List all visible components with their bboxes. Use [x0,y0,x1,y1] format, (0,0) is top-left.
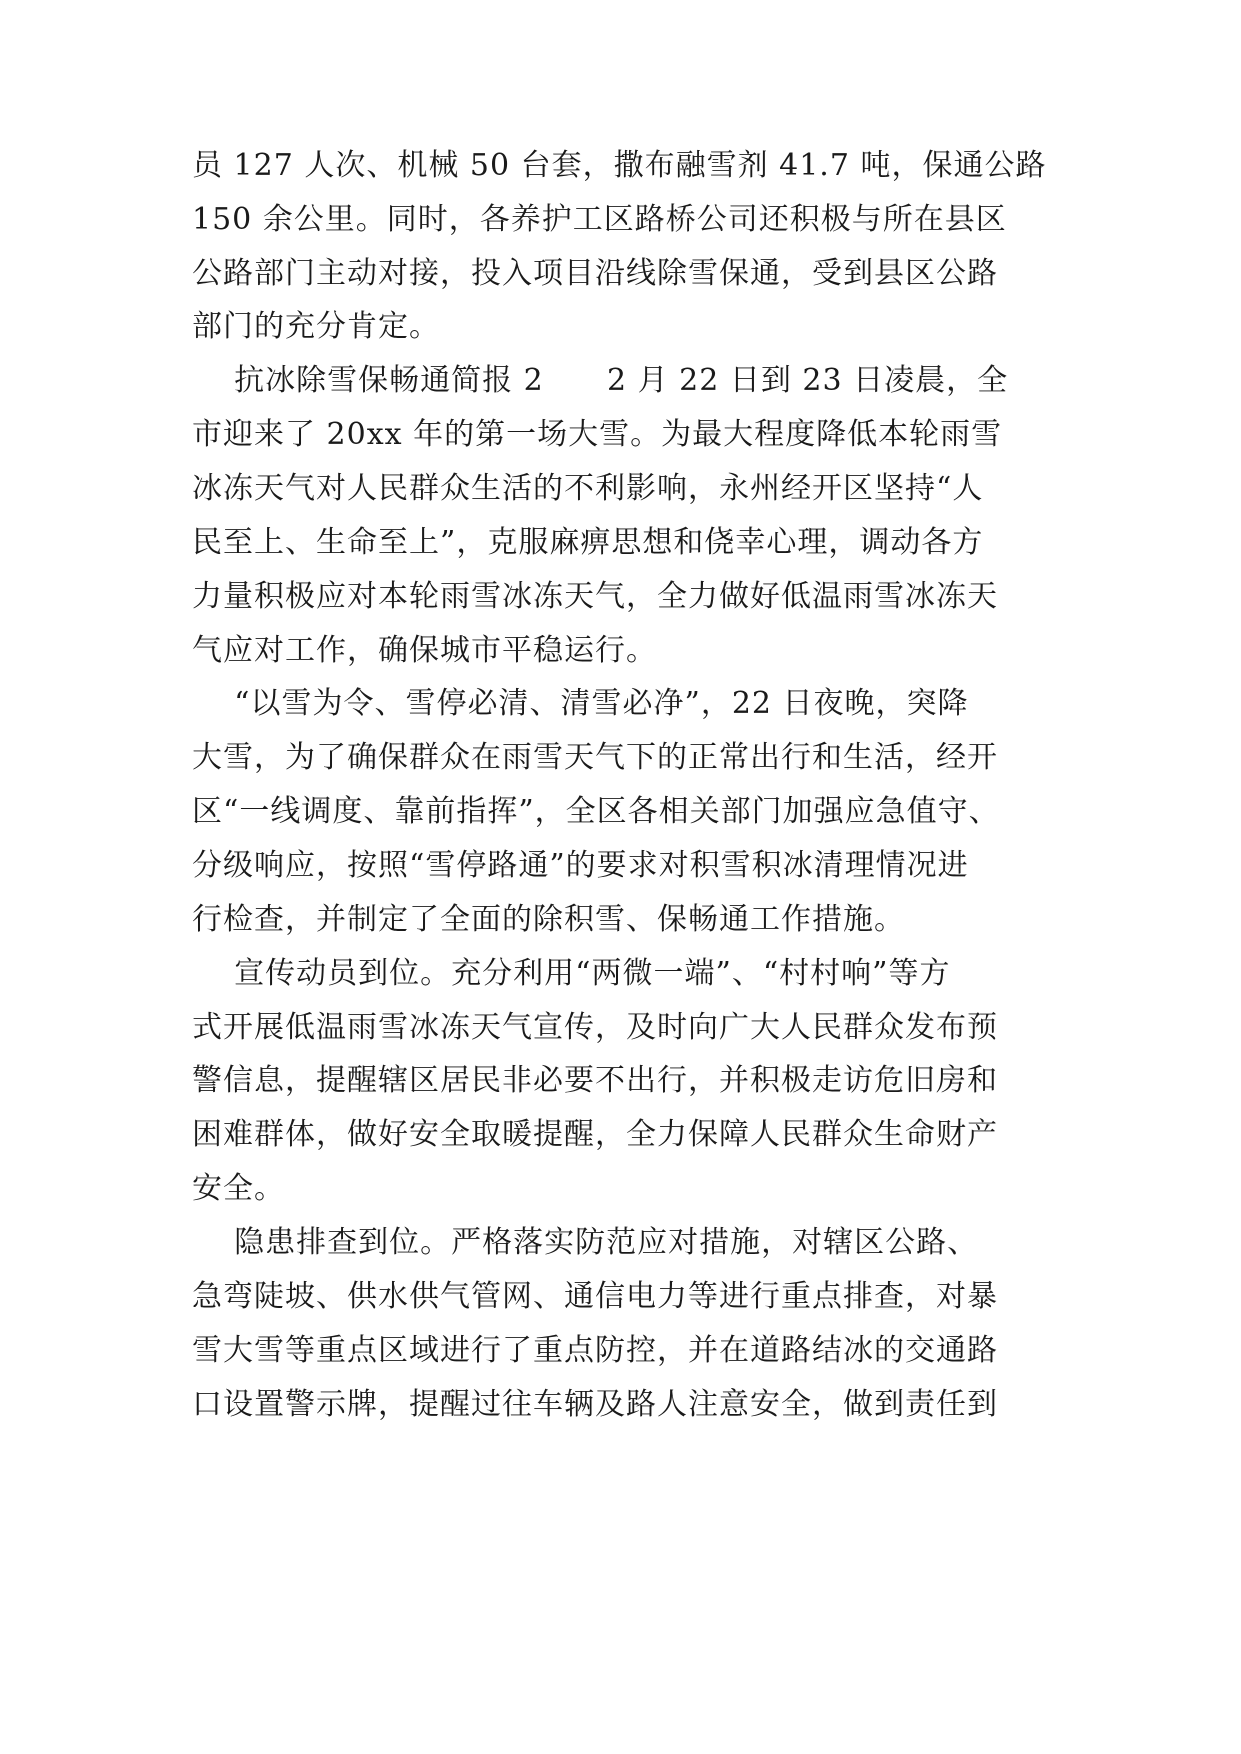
text-line: 员 127 人次、机械 50 台套，撒布融雪剂 41.7 吨，保通公路 [192,148,1047,183]
text-line: 隐患排查到位。严格落实防范应对措施，对辖区公路、 [192,1225,979,1260]
text-line: 口设置警示牌，提醒过往车辆及路人注意安全，做到责任到 [192,1387,998,1422]
text-line: 宣传动员到位。充分利用“两微一端”、“村村响”等方 [192,956,951,991]
text-line: 部门的充分肯定。 [192,309,440,344]
text-line: 急弯陡坡、供水供气管网、通信电力等进行重点排查，对暴 [192,1279,998,1314]
text-line: 分级响应，按照“雪停路通”的要求对积雪积冰清理情况进 [192,848,969,883]
text-line: 区“一线调度、靠前指挥”，全区各相关部门加强应急值守、 [192,794,1000,829]
text-line: 抗冰除雪保畅通简报 2 2 月 22 日到 23 日凌晨，全 [192,363,1009,398]
text-line: 困难群体，做好安全取暖提醒，全力保障人民群众生命财产 [192,1117,998,1152]
text-line: 行检查，并制定了全面的除积雪、保畅通工作措施。 [192,902,905,937]
text-line: 警信息，提醒辖区居民非必要不出行，并积极走访危旧房和 [192,1063,998,1098]
text-line: 式开展低温雨雪冰冻天气宣传，及时向广大人民群众发布预 [192,1010,998,1045]
text-line: 大雪，为了确保群众在雨雪天气下的正常出行和生活，经开 [192,740,998,775]
text-line: 力量积极应对本轮雨雪冰冻天气，全力做好低温雨雪冰冻天 [192,579,998,614]
text-line: 150 余公里。同时，各养护工区路桥公司还积极与所在县区 [192,202,1007,237]
text-line: 安全。 [192,1171,285,1206]
text-line: 雪大雪等重点区域进行了重点防控，并在道路结冰的交通路 [192,1333,998,1368]
text-line: 冰冻天气对人民群众生活的不利影响，永州经开区坚持“人 [192,471,984,506]
text-line: 市迎来了 20xx 年的第一场大雪。为最大程度降低本轮雨雪 [192,417,1003,452]
text-line: “以雪为令、雪停必清、清雪必净”，22 日夜晚，突降 [192,686,969,721]
text-line: 公路部门主动对接，投入项目沿线除雪保通，受到县区公路 [192,256,998,291]
text-line: 民至上、生命至上”，克服麻痹思想和侥幸心理，调动各方 [192,525,984,560]
text-line: 气应对工作，确保城市平稳运行。 [192,633,657,668]
